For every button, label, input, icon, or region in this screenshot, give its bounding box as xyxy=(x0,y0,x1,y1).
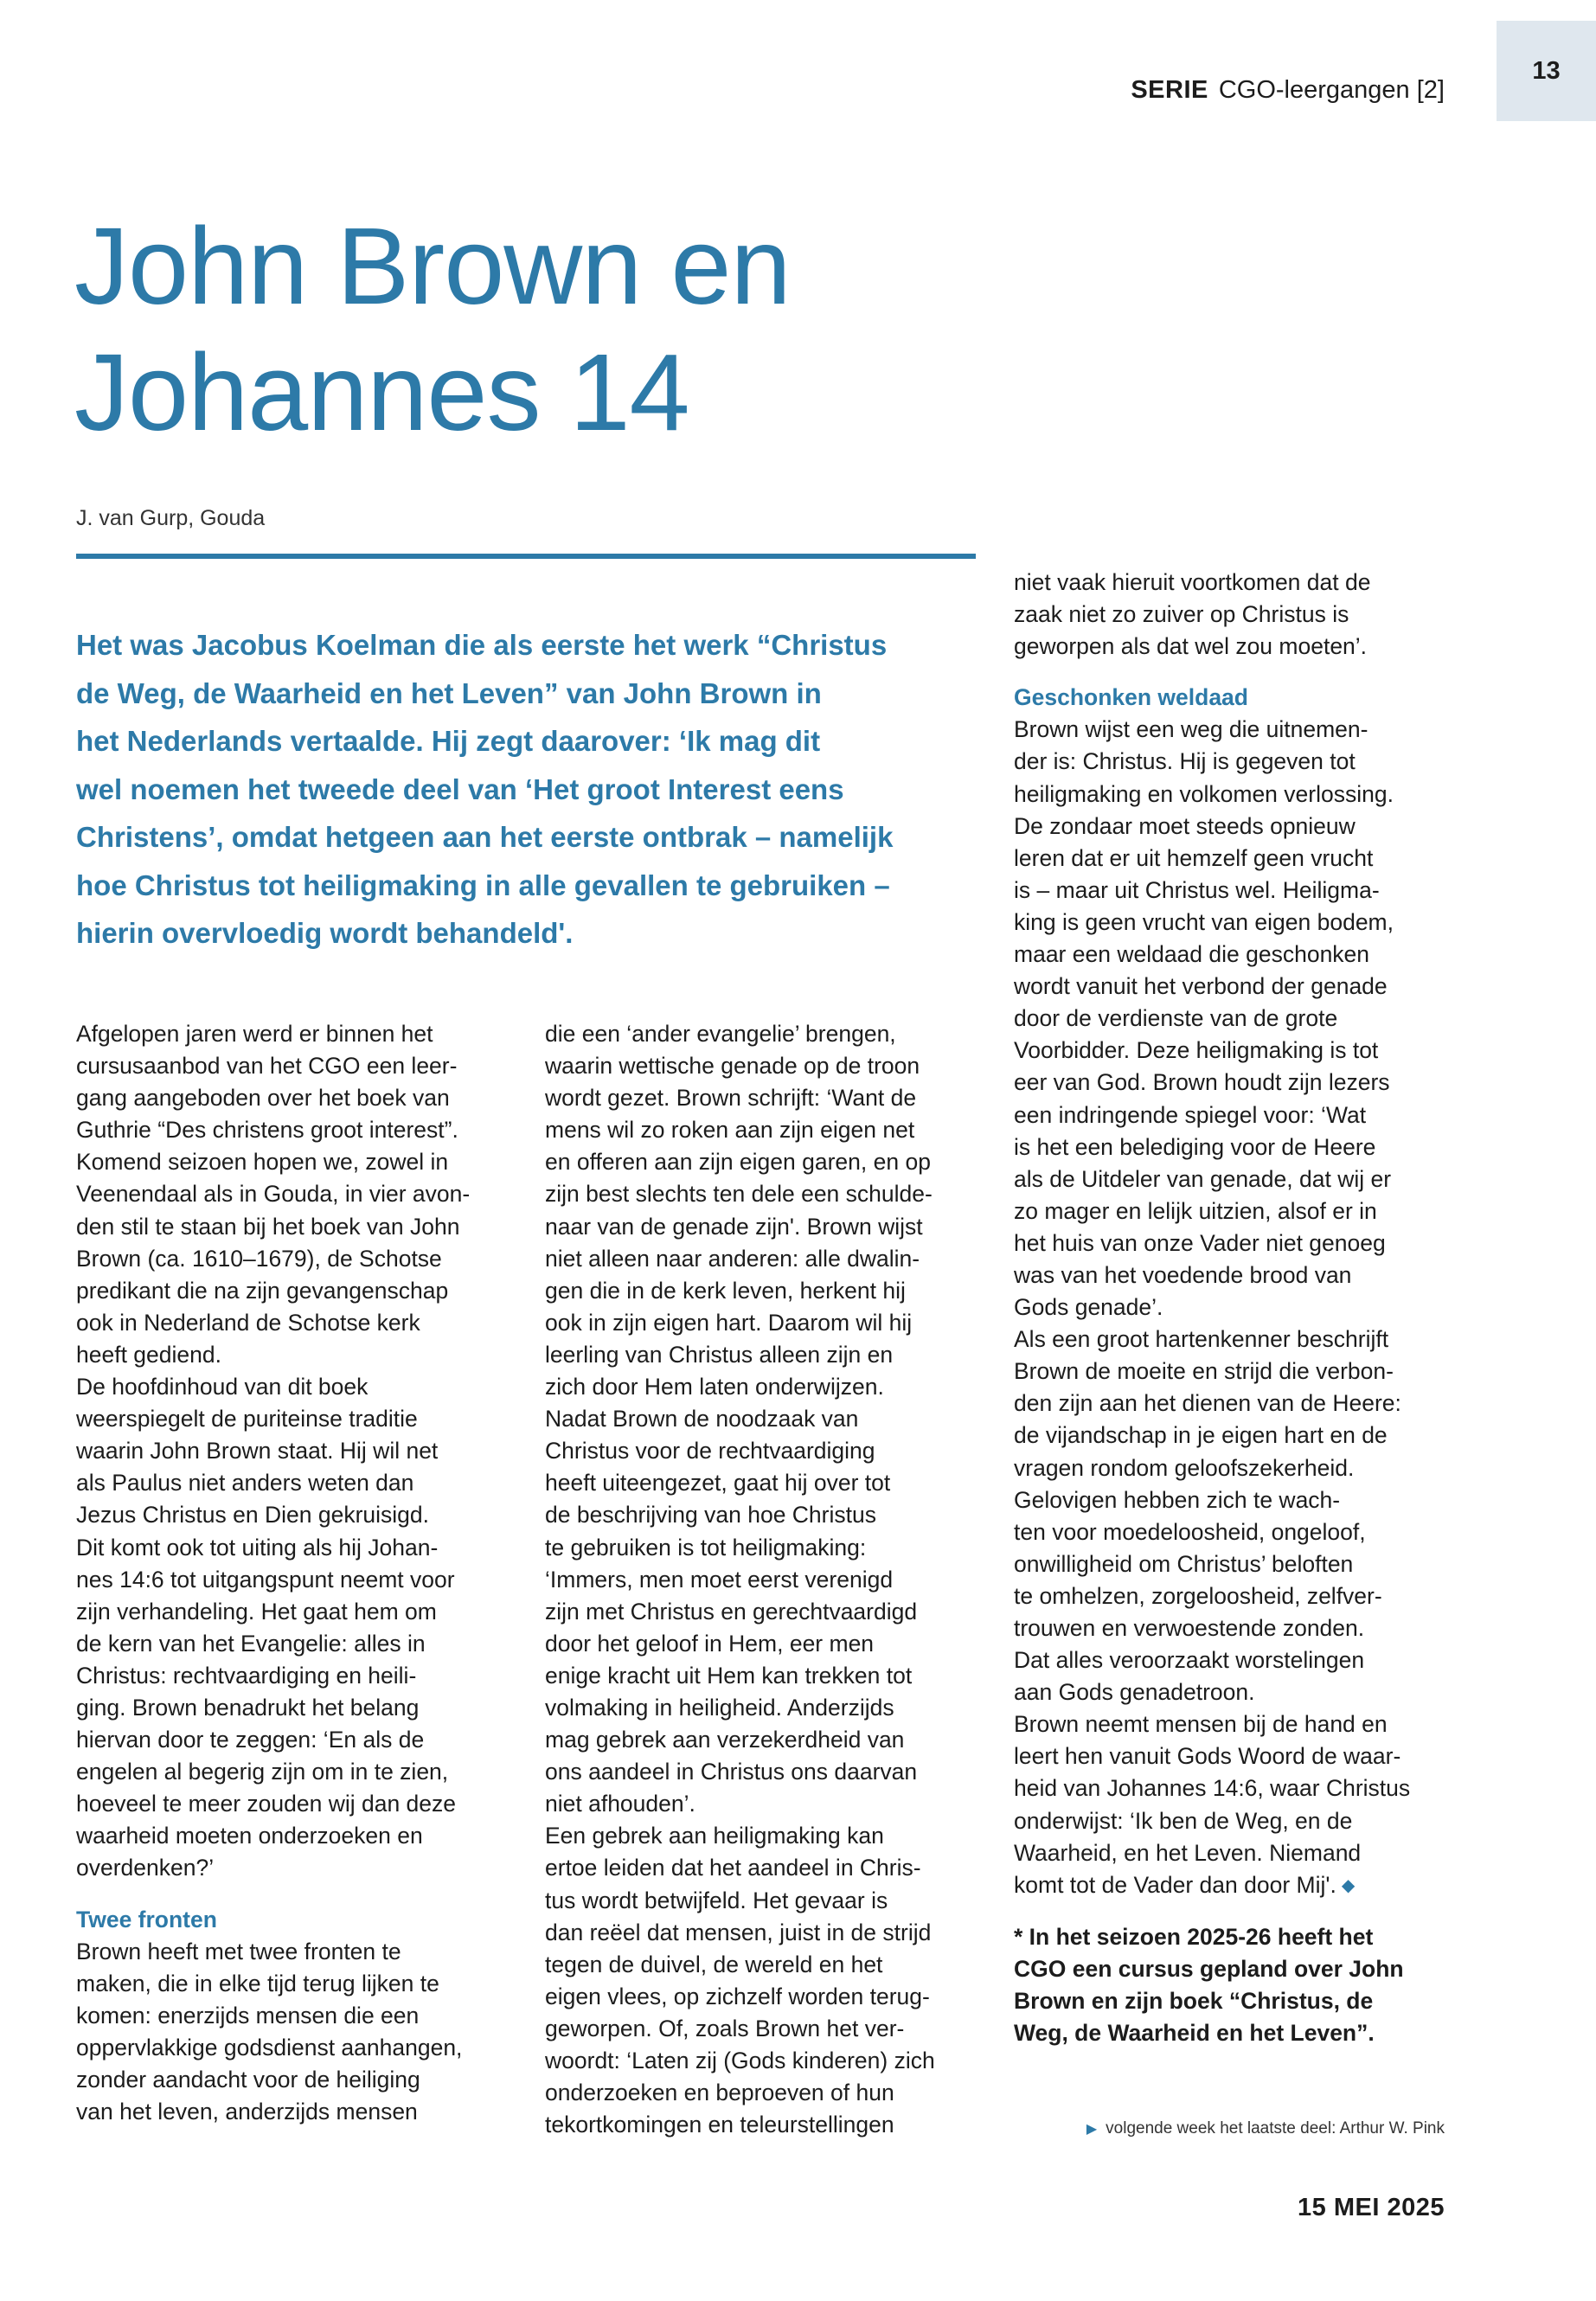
body-line: eigen vlees, op zichzelf worden terug- xyxy=(545,1983,930,2009)
intro-line: het Nederlands vertaalde. Hij zegt daarover: ‘Ik mag dit xyxy=(76,725,821,757)
end-diamond-icon: ◆ xyxy=(1341,1875,1356,1895)
body-line: trouwen en verwoestende zonden. xyxy=(1014,1615,1365,1641)
body-line: geworpen. Of, zoals Brown het ver- xyxy=(545,2015,905,2041)
body-line: waarin John Brown staat. Hij wil net xyxy=(76,1438,439,1465)
intro-line: hoe Christus tot heiligmaking in alle gevallen te gebruiken – xyxy=(76,868,890,901)
body-line: Brown de moeite en strijd die verbon- xyxy=(1014,1358,1394,1385)
body-line: te gebruiken is tot heiligmaking: xyxy=(545,1534,867,1561)
note-line: * In het seizoen 2025-26 heeft het xyxy=(1014,1923,1374,1950)
body-line: Waarheid, en het Leven. Niemand xyxy=(1014,1839,1362,1866)
body-line: geworpen als dat wel zou moeten’. xyxy=(1014,633,1368,660)
body-line: dan reëel dat mensen, juist in de strijd xyxy=(545,1919,932,1945)
body-line: zich door Hem laten onderwijzen. xyxy=(545,1374,884,1400)
body-line: Afgelopen jaren werd er binnen het xyxy=(76,1021,433,1047)
body-line: waarin wettische genade op de troon xyxy=(545,1053,920,1080)
body-line: gen die in de kerk leven, herkent hij xyxy=(545,1277,906,1304)
body-line: engelen al begerig zijn om in te zien, xyxy=(76,1759,449,1785)
body-line: is – maar uit Christus wel. Heiligma- xyxy=(1014,876,1380,903)
body-column-1 xyxy=(76,1018,526,2128)
body-line: der is: Christus. Hij is gegeven tot xyxy=(1014,748,1356,775)
body-line: wordt gezet. Brown schrijft: ‘Want de xyxy=(545,1085,917,1112)
body-line: hiervan door te zeggen: ‘En als de xyxy=(76,1727,425,1753)
body-line: tus wordt betwijfeld. Het gevaar is xyxy=(545,1887,888,1913)
body-line: zijn best slechts ten dele een schulde- xyxy=(545,1181,933,1208)
body-line: leren dat er uit hemzelf geen vrucht xyxy=(1014,844,1374,871)
body-line: en offeren aan zijn eigen garen, en op xyxy=(545,1149,931,1176)
body-line: was van het voedende brood van xyxy=(1014,1261,1352,1288)
body-line: Christus voor de rechtvaardiging xyxy=(545,1438,875,1465)
page-number: 13 xyxy=(1532,56,1561,85)
issue-date: 15 MEI 2025 xyxy=(1298,2194,1445,2221)
section-heading-geschonken-weldaad: Geschonken weldaad xyxy=(1014,684,1248,711)
body-line: onderzoeken en beproeven of hun xyxy=(545,2080,894,2106)
body-line: ook in Nederland de Schotse kerk xyxy=(76,1309,420,1336)
body-line: als de Uitdeler van genade, dat wij er xyxy=(1014,1165,1392,1192)
body-line: Jezus Christus en Dien gekruisigd. xyxy=(76,1502,429,1529)
body-line: zijn met Christus en gerechtvaardigd xyxy=(545,1598,918,1625)
body-line: Brown wijst een weg die uitnemen- xyxy=(1014,716,1368,743)
body-line: leert hen vanuit Gods Woord de waar- xyxy=(1014,1743,1401,1770)
body-line: volmaking in heiligheid. Anderzijds xyxy=(545,1694,894,1721)
note-line: CGO een cursus gepland over John xyxy=(1014,1955,1404,1982)
body-line: komen: enerzijds mensen die een xyxy=(76,2002,420,2029)
body-line: Veenendaal als in Gouda, in vier avon- xyxy=(76,1181,471,1208)
body-line: aan Gods genadetroon. xyxy=(1014,1679,1255,1706)
body-line: door het geloof in Hem, eer men xyxy=(545,1630,875,1657)
body-line: enige kracht uit Hem kan trekken tot xyxy=(545,1662,913,1689)
body-line: wordt vanuit het verbond der genade xyxy=(1014,973,1388,1000)
body-line: als Paulus niet anders weten dan xyxy=(76,1470,414,1497)
body-line: van het leven, anderzijds mensen xyxy=(76,2099,418,2125)
series-label: SERIE xyxy=(1131,76,1208,104)
body-column-3 xyxy=(1014,567,1464,2049)
body-line: Dit komt ook tot uiting als hij Johan- xyxy=(76,1534,439,1561)
body-line: mens wil zo roken aan zijn eigen net xyxy=(545,1117,915,1144)
final-text: komt tot de Vader dan door Mij'. xyxy=(1014,1871,1336,1898)
body-line: Een gebrek aan heiligmaking kan xyxy=(545,1823,884,1849)
paragraph-gap xyxy=(1014,663,1464,682)
body-line: Guthrie “Des christens groot interest”. xyxy=(76,1117,458,1144)
body-line: zo mager en lelijk uitzien, alsof er in xyxy=(1014,1197,1377,1224)
body-line: king is geen vrucht van eigen bodem, xyxy=(1014,908,1394,935)
article-title xyxy=(74,203,791,456)
body-line: de kern van het Evangelie: alles in xyxy=(76,1630,426,1657)
body-line-final xyxy=(1014,1869,1464,1902)
series-header xyxy=(1131,76,1445,105)
body-line: Dat alles veroorzaakt worstelingen xyxy=(1014,1647,1365,1674)
body-line: Christus: rechtvaardiging en heili- xyxy=(76,1662,417,1689)
body-line: tegen de duivel, de wereld en het xyxy=(545,1951,883,1977)
body-line: mag gebrek aan verzekerdheid van xyxy=(545,1727,905,1753)
body-line: maar een weldaad die geschonken xyxy=(1014,941,1370,968)
intro-line: Het was Jacobus Koelman die als eerste het werk “Christus xyxy=(76,629,888,661)
body-line: De hoofdinhoud van dit boek xyxy=(76,1374,369,1400)
body-line: ertoe leiden dat het aandeel in Chris- xyxy=(545,1855,921,1881)
page-number-tab xyxy=(1497,21,1596,121)
body-line: ging. Brown benadrukt het belang xyxy=(76,1694,420,1721)
body-line: ten voor moedeloosheid, ongeloof, xyxy=(1014,1518,1366,1545)
body-line: Komend seizoen hopen we, zowel in xyxy=(76,1149,449,1176)
title-line: Johannes 14 xyxy=(74,331,689,453)
body-line: zijn verhandeling. Het gaat hem om xyxy=(76,1598,437,1625)
body-line: ook in zijn eigen hart. Daarom wil hij xyxy=(545,1309,913,1336)
next-week-text: volgende week het laatste deel: Arthur W. Pink xyxy=(1106,2119,1445,2138)
body-line: is het een belediging voor de Heere xyxy=(1014,1133,1376,1160)
body-line: te omhelzen, zorgeloosheid, zelfver- xyxy=(1014,1582,1382,1609)
body-line: heeft uiteengezet, gaat hij over tot xyxy=(545,1470,891,1497)
intro-lead xyxy=(76,621,984,958)
body-line: ons aandeel in Christus ons daarvan xyxy=(545,1759,918,1785)
section-heading-twee-fronten: Twee fronten xyxy=(76,1906,217,1932)
body-line: naar van de genade zijn'. Brown wijst xyxy=(545,1213,923,1240)
body-line: Brown neemt mensen bij de hand en xyxy=(1014,1711,1388,1738)
body-line: gang aangeboden over het boek van xyxy=(76,1085,450,1112)
body-line: heid van Johannes 14:6, waar Christus xyxy=(1014,1775,1411,1802)
body-line: heeft gediend. xyxy=(76,1341,221,1368)
note-line: Brown en zijn boek “Christus, de xyxy=(1014,1988,1374,2015)
body-line: niet afhouden’. xyxy=(545,1791,695,1817)
body-line: zaak niet zo zuiver op Christus is xyxy=(1014,601,1349,628)
body-line: die een ‘ander evangelie’ brengen, xyxy=(545,1021,896,1047)
body-line: de beschrijving van hoe Christus xyxy=(545,1502,876,1529)
body-line: eer van God. Brown houdt zijn lezers xyxy=(1014,1069,1390,1096)
body-line: weerspiegelt de puriteinse traditie xyxy=(76,1406,418,1433)
body-line: tekortkomingen en teleurstellingen xyxy=(545,2112,894,2138)
body-line: den zijn aan het dienen van de Heere: xyxy=(1014,1390,1401,1417)
body-line: het huis van onze Vader niet genoeg xyxy=(1014,1229,1386,1256)
paragraph-gap xyxy=(76,1885,526,1904)
body-line: Gods genade’. xyxy=(1014,1294,1163,1321)
body-line: Brown (ca. 1610–1679), de Schotse xyxy=(76,1245,442,1272)
intro-line: wel noemen het tweede deel van ‘Het groot Interest eens xyxy=(76,772,844,805)
body-line: ‘Immers, men moet eerst verenigd xyxy=(545,1566,894,1593)
note-line: Weg, de Waarheid en het Leven”. xyxy=(1014,2020,1375,2047)
body-line: onwilligheid om Christus’ beloften xyxy=(1014,1550,1354,1577)
body-line: Als een groot hartenkenner beschrijft xyxy=(1014,1326,1389,1353)
body-line: door de verdienste van de grote xyxy=(1014,1005,1338,1032)
body-line: den stil te staan bij het boek van John xyxy=(76,1213,460,1240)
title-divider xyxy=(76,554,976,559)
intro-line: hierin overvloedig wordt behandeld'. xyxy=(76,917,574,949)
title-line: John Brown en xyxy=(74,205,791,327)
body-line: niet alleen naar anderen: alle dwalin- xyxy=(545,1245,920,1272)
body-line: predikant die na zijn gevangenschap xyxy=(76,1277,449,1304)
body-line: De zondaar moet steeds opnieuw xyxy=(1014,812,1356,839)
body-line: Gelovigen hebben zich te wach- xyxy=(1014,1486,1341,1513)
body-line: hoeveel te meer zouden wij dan deze xyxy=(76,1791,457,1817)
next-week-teaser xyxy=(1086,2119,1445,2138)
body-line: niet vaak hieruit voortkomen dat de xyxy=(1014,569,1371,595)
body-line: zonder aandacht voor de heiliging xyxy=(76,2067,420,2093)
author-byline: J. van Gurp, Gouda xyxy=(76,506,266,530)
body-line: vragen rondom geloofszekerheid. xyxy=(1014,1454,1355,1481)
body-line: overdenken?’ xyxy=(76,1855,215,1881)
body-line: een indringende spiegel voor: ‘Wat xyxy=(1014,1101,1367,1128)
body-line: nes 14:6 tot uitgangspunt neemt voor xyxy=(76,1566,455,1593)
body-line: cursusaanbod van het CGO een leer- xyxy=(76,1053,458,1080)
intro-line: Christens’, omdat hetgeen aan het eerste ontbrak – namelijk xyxy=(76,821,894,853)
body-line: oppervlakkige godsdienst aanhangen, xyxy=(76,2034,463,2061)
body-line: Voorbidder. Deze heiligmaking is tot xyxy=(1014,1037,1379,1064)
intro-line: de Weg, de Waarheid en het Leven” van John Brown in xyxy=(76,676,822,709)
body-line: de vijandschap in je eigen hart en de xyxy=(1014,1422,1388,1449)
body-column-2 xyxy=(545,1018,995,2141)
series-name: CGO-leergangen [2] xyxy=(1218,76,1445,104)
body-line: maken, die in elke tijd terug lijken te xyxy=(76,1970,439,1997)
body-line: woordt: ‘Laten zij (Gods kinderen) zich xyxy=(545,2048,935,2073)
arrow-right-icon: ▶ xyxy=(1086,2122,1098,2137)
body-line: Nadat Brown de noodzaak van xyxy=(545,1406,859,1433)
body-line: Brown heeft met twee fronten te xyxy=(76,1938,401,1965)
body-line: waarheid moeten onderzoeken en xyxy=(76,1823,423,1849)
body-line: heiligmaking en volkomen verlossing. xyxy=(1014,780,1394,807)
body-line: leerling van Christus alleen zijn en xyxy=(545,1341,894,1368)
body-line: onderwijst: ‘Ik ben de Weg, en de xyxy=(1014,1807,1353,1834)
paragraph-gap xyxy=(1014,1902,1464,1921)
